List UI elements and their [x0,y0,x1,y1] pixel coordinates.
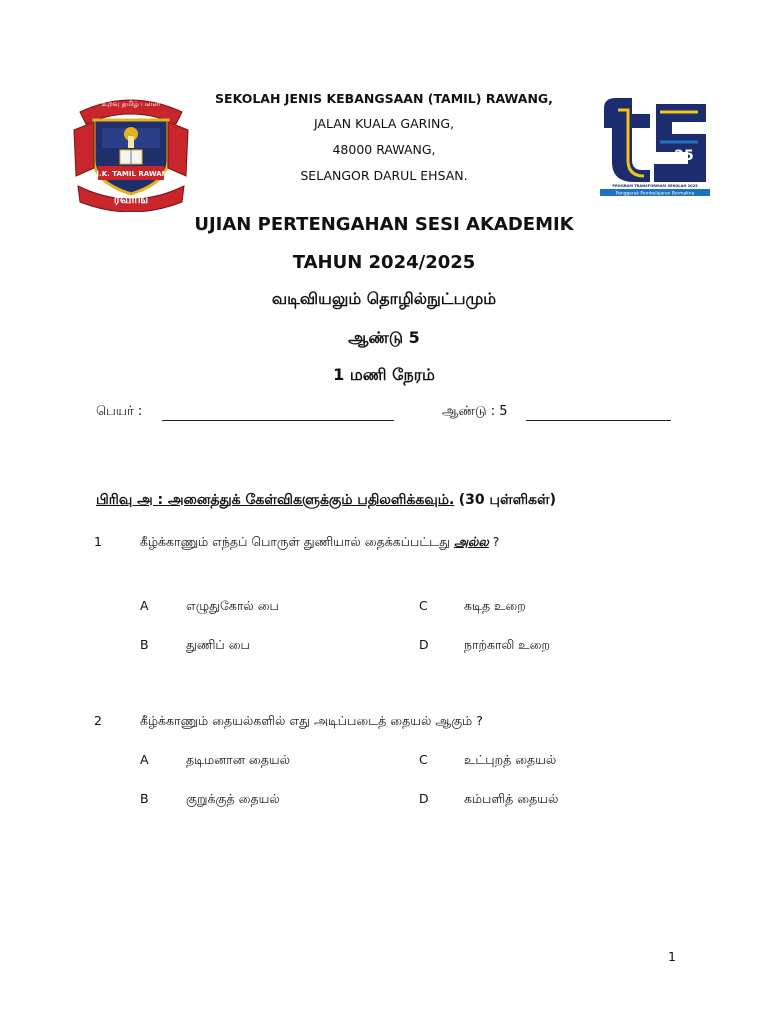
school-address-line1: JALAN KUALA GARING, [313,116,455,131]
question-mark: ? [492,534,500,549]
option-text[interactable]: கம்பளித் தையல் [464,791,559,806]
page-number: 1 [668,949,676,964]
question-number: 1 [94,534,102,549]
option-text[interactable]: கடித உறை [464,598,526,613]
class-label: ஆண்டு : 5 [442,404,508,419]
subject-title: வடிவியலும் தொழில்நுட்பமும் [271,289,497,308]
option-letter: A [140,752,149,767]
ts25-number: 25 [674,148,694,164]
option-text[interactable]: உட்புறத் தையல் [464,752,557,767]
ts25-caption-program: PROGRAM TRANSFORMASI SEKOLAH 2025 [612,184,698,188]
option-text[interactable]: தடிமனான தையல் [186,752,290,767]
school-name: SEKOLAH JENIS KEBANGSAAN (TAMIL) RAWANG, [215,91,553,106]
question-stem: கீழ்க்காணும் எந்தப் பொருள் துணியால் தைக்கப்பட்டது [140,534,451,549]
ts25-caption-tagline: Penggerak Pembelajaran Bermakna [615,191,695,196]
question-emphasis: அல்ல [454,534,489,549]
option-letter: D [419,791,429,806]
crest-top-text: உறவு தமிழ் பள்ளி [101,100,161,108]
name-input-line[interactable] [162,420,394,421]
option-letter: B [140,791,149,806]
question-text [140,534,499,551]
option-letter: B [140,637,149,652]
class-input-line[interactable] [526,420,671,421]
crest-bottom-text: ரவாங் [113,192,149,206]
section-marks: (30 புள்ளிகள்) [458,492,557,508]
school-address-line3: SELANGOR DARUL EHSAN. [300,168,468,183]
option-text[interactable]: நாற்காலி உறை [464,637,550,652]
name-label: பெயர் : [96,404,143,419]
option-text[interactable]: துணிப் பை [186,637,250,652]
crest-banner-text: S.J.K. TAMIL RAWANG [88,170,174,178]
question-text: கீழ்க்காணும் தையல்களில் எது அடிப்படைத் தையல் ஆகும் ? [140,713,483,728]
duration-label: 1 மணி நேரம் [333,365,435,384]
grade-label: ஆண்டு 5 [348,328,420,347]
option-letter: A [140,598,149,613]
exam-title: UJIAN PERTENGAHAN SESI AKADEMIK [194,214,574,235]
school-address-line2: 48000 RAWANG, [332,142,436,157]
option-text[interactable]: எழுதுகோல் பை [186,598,279,613]
section-heading [96,492,556,510]
section-label: பிரிவு அ : அனைத்துக் கேள்விகளுக்கும் பதிலளிக்கவும். [96,492,455,508]
exam-year: TAHUN 2024/2025 [292,252,476,273]
option-letter: C [419,598,428,613]
question-number: 2 [94,713,102,728]
option-letter: C [419,752,428,767]
option-letter: D [419,637,429,652]
option-text[interactable]: குறுக்குத் தையல் [186,791,280,806]
